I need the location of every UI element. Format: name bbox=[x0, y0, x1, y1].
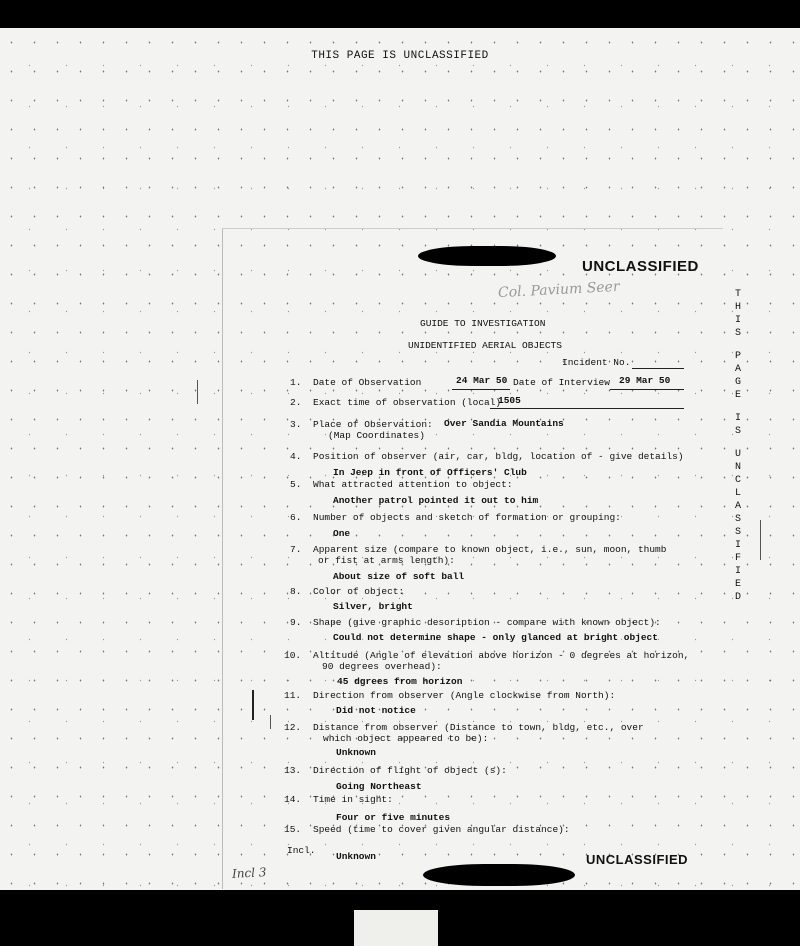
top-classification-header: THIS PAGE IS UNCLASSIFIED bbox=[311, 50, 489, 62]
item-number: 1. bbox=[290, 377, 302, 388]
time-of-observation-value: 1505 bbox=[498, 395, 521, 406]
altitude-value: 45 dgrees from horizon bbox=[337, 676, 463, 687]
redaction-top bbox=[418, 246, 556, 266]
fill-line bbox=[490, 408, 684, 409]
form-title: GUIDE TO INVESTIGATION bbox=[420, 318, 546, 329]
item-number: 6. bbox=[290, 512, 302, 523]
altitude-label: Altitude (Angle of elevation above horizon - 0 degrees at horizon, bbox=[313, 650, 690, 661]
apparent-size-label: Apparent size (compare to known object, i.e., sun, moon, thumb bbox=[313, 544, 667, 555]
incident-label: Incident No. bbox=[562, 357, 631, 368]
item-number: 11. bbox=[284, 690, 302, 701]
scan-scratch bbox=[760, 520, 761, 560]
item-number: 2. bbox=[290, 397, 302, 408]
color-of-object-label: Color of object: bbox=[313, 586, 405, 597]
number-of-objects-value: One bbox=[333, 528, 351, 539]
vertical-classification-stamp bbox=[730, 288, 746, 604]
item-number: 4. bbox=[290, 451, 302, 462]
vertical-stamp-letter: I bbox=[734, 566, 741, 577]
unclassified-stamp-bottom: UNCLASSIFIED bbox=[586, 852, 689, 867]
distance-from-observer-value: Unknown bbox=[336, 747, 376, 758]
incident-number-field bbox=[632, 368, 684, 369]
place-of-observation-value: Over Sandia Mountains bbox=[444, 418, 564, 429]
handwritten-incl-note: Incl 3 bbox=[231, 865, 267, 881]
unclassified-stamp-top: UNCLASSIFIED bbox=[582, 258, 699, 275]
date-of-observation-value: 24 Mar 50 bbox=[456, 375, 508, 386]
vertical-stamp-letter: U bbox=[734, 449, 741, 460]
redaction-bottom bbox=[423, 864, 575, 886]
item-number: 14. bbox=[284, 794, 302, 805]
vertical-stamp-letter: D bbox=[734, 592, 741, 603]
vertical-stamp-letter: P bbox=[734, 351, 741, 362]
vertical-stamp-letter: A bbox=[734, 501, 741, 512]
altitude-label-cont: 90 degrees overhead): bbox=[322, 661, 442, 672]
vertical-stamp-letter: N bbox=[734, 462, 741, 473]
attracted-attention-label: What attracted attention to object: bbox=[313, 479, 513, 490]
item-number: 7. bbox=[290, 544, 302, 555]
vertical-stamp-letter: G bbox=[734, 377, 741, 388]
handwritten-note-top: Col. Pavium Seer bbox=[497, 278, 620, 302]
vertical-stamp-letter: F bbox=[734, 553, 741, 564]
vertical-stamp-letter: H bbox=[734, 302, 741, 313]
fill-line bbox=[452, 389, 510, 390]
vertical-stamp-letter: T bbox=[734, 289, 741, 300]
distance-from-observer-label-cont: which object appeared to be): bbox=[323, 733, 489, 744]
vertical-stamp-letter: C bbox=[734, 475, 741, 486]
item-number: 9. bbox=[290, 617, 302, 628]
position-of-observer-label: Position of observer (air, car, bldg, location of - give details) bbox=[313, 451, 684, 462]
fill-line bbox=[610, 389, 684, 390]
color-of-object-value: Silver, bright bbox=[333, 601, 413, 612]
vertical-stamp-letter: S bbox=[734, 527, 741, 538]
direction-of-flight-label: Direction of flight of object (s): bbox=[313, 765, 507, 776]
vertical-stamp-letter: A bbox=[734, 364, 741, 375]
speed-label: Speed (time to cover given angular distance): bbox=[313, 824, 570, 835]
vertical-stamp-gap bbox=[730, 402, 746, 412]
map-coordinates-label: (Map Coordinates) bbox=[328, 430, 425, 441]
apparent-size-label-cont: or fist at arms length): bbox=[318, 555, 455, 566]
vertical-stamp-letter: L bbox=[734, 488, 741, 499]
vertical-stamp-letter: S bbox=[734, 328, 741, 339]
item-number: 5. bbox=[290, 479, 302, 490]
vertical-stamp-letter: S bbox=[734, 514, 741, 525]
scan-scratch bbox=[270, 715, 271, 729]
direction-from-observer-value: Did not notice bbox=[336, 705, 416, 716]
vertical-stamp-letter: I bbox=[734, 540, 741, 551]
form-subtitle: UNIDENTIFIED AERIAL OBJECTS bbox=[408, 340, 562, 351]
time-in-sight-label: Time in sight: bbox=[313, 794, 393, 805]
speed-value: Unknown bbox=[336, 851, 376, 862]
scan-tab-fragment bbox=[354, 910, 438, 946]
time-of-observation-label: Exact time of observation (local) bbox=[313, 397, 502, 408]
date-of-observation-label: Date of Observation bbox=[313, 377, 422, 388]
direction-from-observer-label: Direction from observer (Angle clockwise from North): bbox=[313, 690, 616, 701]
place-of-observation-label: Place of Observation: bbox=[313, 419, 433, 430]
scan-scratch bbox=[197, 380, 198, 404]
vertical-stamp-gap bbox=[730, 438, 746, 448]
date-of-interview-label: Date of Interview bbox=[513, 377, 610, 388]
time-in-sight-value: Four or five minutes bbox=[336, 812, 451, 823]
direction-of-flight-value: Going Northeast bbox=[336, 781, 422, 792]
vertical-stamp-letter: E bbox=[734, 579, 741, 590]
scan-scratch bbox=[252, 690, 254, 720]
date-of-interview-value: 29 Mar 50 bbox=[619, 375, 671, 386]
shape-value: Could not determine shape - only glanced at bright object bbox=[333, 632, 658, 643]
vertical-stamp-gap bbox=[730, 340, 746, 350]
shape-label: Shape (give graphic description - compare with known object): bbox=[313, 617, 661, 628]
vertical-stamp-letter: E bbox=[734, 390, 741, 401]
position-of-observer-value: In Jeep in front of Officers' Club bbox=[333, 467, 527, 478]
attracted-attention-value: Another patrol pointed it out to him bbox=[333, 495, 539, 506]
apparent-size-value: About size of soft ball bbox=[333, 571, 465, 582]
vertical-stamp-letter: S bbox=[734, 426, 741, 437]
item-number: 15. bbox=[284, 824, 302, 835]
item-number: 10. bbox=[284, 650, 302, 661]
incl-label: Incl. bbox=[287, 845, 316, 856]
item-number: 13. bbox=[284, 765, 302, 776]
item-number: 12. bbox=[284, 722, 302, 733]
item-number: 3. bbox=[290, 419, 302, 430]
item-number: 8. bbox=[290, 586, 302, 597]
number-of-objects-label: Number of objects and sketch of formation or grouping: bbox=[313, 512, 621, 523]
vertical-stamp-letter: I bbox=[734, 315, 741, 326]
vertical-stamp-letter: I bbox=[734, 413, 741, 424]
distance-from-observer-label: Distance from observer (Distance to town, bldg, etc., over bbox=[313, 722, 644, 733]
